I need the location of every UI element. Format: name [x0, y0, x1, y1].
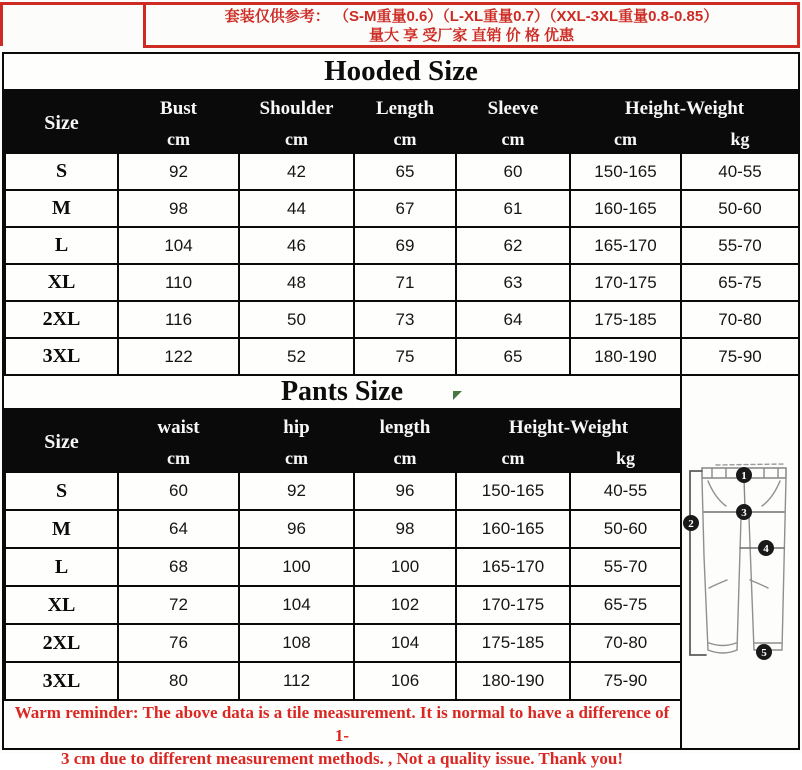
value-cell: 98	[354, 510, 456, 548]
value-cell: 96	[354, 472, 456, 510]
hooded-size-table	[4, 89, 800, 376]
value-cell: 92	[239, 472, 354, 510]
value-cell: 50-60	[570, 510, 681, 548]
value-cell: 44	[239, 190, 354, 227]
value-cell: 170-175	[570, 264, 681, 301]
value-cell: 96	[239, 510, 354, 548]
hooded-unit-height: cm	[570, 125, 681, 153]
value-cell: 150-165	[456, 472, 570, 510]
value-cell: 106	[354, 662, 456, 700]
value-cell: 150-165	[570, 153, 681, 190]
value-cell: 65-75	[570, 586, 681, 624]
pants-unit-height: cm	[456, 444, 570, 472]
hooded-unit-length: cm	[354, 125, 456, 153]
svg-text:1: 1	[741, 469, 747, 482]
left-knee-seam	[709, 580, 727, 588]
value-cell: 52	[239, 338, 354, 375]
size-cell: S	[5, 472, 118, 510]
size-cell: 3XL	[5, 662, 118, 700]
value-cell: 75-90	[570, 662, 681, 700]
value-cell: 63	[456, 264, 570, 301]
value-cell: 70-80	[570, 624, 681, 662]
right-leg-outer	[782, 478, 786, 650]
value-cell: 67	[354, 190, 456, 227]
size-cell: M	[5, 190, 118, 227]
marker-3-hip	[736, 504, 752, 520]
svg-text:2: 2	[688, 517, 694, 530]
value-cell: 76	[118, 624, 239, 662]
pants-unit-length: cm	[354, 444, 456, 472]
value-cell: 108	[239, 624, 354, 662]
value-cell: 160-165	[456, 510, 570, 548]
value-cell: 65	[456, 338, 570, 375]
value-cell: 50	[239, 301, 354, 338]
value-cell: 98	[118, 190, 239, 227]
hooded-unit-sleeve: cm	[456, 125, 570, 153]
waist-label-dashes	[716, 464, 784, 465]
hooded-table-body	[5, 153, 799, 375]
left-leg-inner	[737, 518, 741, 650]
value-cell: 40-55	[681, 153, 799, 190]
pants-size-title: Pants Size	[280, 376, 404, 407]
right-leg-inner	[749, 518, 754, 650]
pants-diagram-column	[682, 376, 798, 748]
size-cell: M	[5, 510, 118, 548]
green-corner-mark	[453, 391, 462, 400]
value-cell: 180-190	[456, 662, 570, 700]
value-cell: 110	[118, 264, 239, 301]
pants-unit-waist: cm	[118, 444, 239, 472]
value-cell: 102	[354, 586, 456, 624]
value-cell: 60	[118, 472, 239, 510]
table-row	[5, 301, 799, 338]
table-row	[5, 662, 681, 700]
warm-reminder-line2: 3 cm due to different measurement methods. , Not a quality issue. Thank you!	[61, 749, 623, 768]
svg-text:5: 5	[761, 646, 767, 659]
warm-reminder	[4, 701, 680, 770]
value-cell: 165-170	[570, 227, 681, 264]
value-cell: 55-70	[681, 227, 799, 264]
value-cell: 165-170	[456, 548, 570, 586]
table-row	[5, 264, 799, 301]
value-cell: 46	[239, 227, 354, 264]
hooded-size-title: Hooded Size	[324, 55, 478, 87]
top-note	[143, 2, 800, 48]
pants-header-length: length	[354, 409, 456, 444]
value-cell: 175-185	[456, 624, 570, 662]
value-cell: 40-55	[570, 472, 681, 510]
pants-header-waist: waist	[118, 409, 239, 444]
value-cell: 100	[239, 548, 354, 586]
size-cell: L	[5, 227, 118, 264]
table-row	[5, 548, 681, 586]
table-row	[5, 190, 799, 227]
size-cell: XL	[5, 586, 118, 624]
left-pocket	[708, 481, 726, 506]
size-tables-block	[2, 52, 800, 768]
pants-unit-hip: cm	[239, 444, 354, 472]
value-cell: 116	[118, 301, 239, 338]
left-hem-bottom	[708, 650, 737, 653]
value-cell: 80	[118, 662, 239, 700]
pants-unit-weight: kg	[570, 444, 681, 472]
pants-table-header	[5, 409, 681, 472]
right-knee-seam	[750, 580, 768, 588]
hooded-header-shoulder: Shoulder	[239, 90, 354, 125]
hooded-header-sleeve: Sleeve	[456, 90, 570, 125]
value-cell: 170-175	[456, 586, 570, 624]
hooded-unit-bust: cm	[118, 125, 239, 153]
table-row	[5, 624, 681, 662]
value-cell: 104	[239, 586, 354, 624]
value-cell: 65-75	[681, 264, 799, 301]
table-row	[5, 338, 799, 375]
value-cell: 48	[239, 264, 354, 301]
warm-reminder-line1: Warm reminder: The above data is a tile measurement. It is normal to have a difference of 1-	[14, 703, 670, 745]
value-cell: 175-185	[570, 301, 681, 338]
marker-5-hem	[756, 644, 772, 660]
size-cell: S	[5, 153, 118, 190]
pants-table-body	[5, 472, 681, 700]
table-row	[5, 472, 681, 510]
value-cell: 65	[354, 153, 456, 190]
svg-text:4: 4	[763, 542, 769, 555]
pants-section	[4, 376, 798, 768]
value-cell: 68	[118, 548, 239, 586]
note-left-rule	[0, 2, 3, 46]
pants-measurement-diagram	[682, 376, 798, 755]
value-cell: 160-165	[570, 190, 681, 227]
note-top-rule	[0, 2, 146, 5]
hooded-header-bust: Bust	[118, 90, 239, 125]
svg-text:3: 3	[741, 506, 747, 519]
size-cell: 2XL	[5, 624, 118, 662]
pants-header-height-weight: Height-Weight	[456, 409, 681, 444]
pants-size-table	[4, 408, 682, 701]
pants-left-column	[4, 376, 682, 768]
left-hem-upper	[709, 643, 736, 646]
table-row	[5, 153, 799, 190]
hooded-header-length: Length	[354, 90, 456, 125]
marker-2-length	[683, 515, 699, 531]
value-cell: 61	[456, 190, 570, 227]
value-cell: 70-80	[681, 301, 799, 338]
right-pocket	[762, 481, 780, 506]
pants-header-hip: hip	[239, 409, 354, 444]
top-note-line2: 量大 享 受厂家 直销 价 格 优惠	[368, 27, 574, 44]
hooded-header-size: Size	[5, 90, 118, 153]
table-row	[5, 510, 681, 548]
hooded-unit-shoulder: cm	[239, 125, 354, 153]
value-cell: 180-190	[570, 338, 681, 375]
value-cell: 71	[354, 264, 456, 301]
value-cell: 69	[354, 227, 456, 264]
value-cell: 42	[239, 153, 354, 190]
table-row	[5, 227, 799, 264]
size-cell: 3XL	[5, 338, 118, 375]
pants-header-size: Size	[5, 409, 118, 472]
value-cell: 75-90	[681, 338, 799, 375]
value-cell: 55-70	[570, 548, 681, 586]
value-cell: 75	[354, 338, 456, 375]
marker-4-thigh	[758, 540, 774, 556]
value-cell: 104	[354, 624, 456, 662]
value-cell: 100	[354, 548, 456, 586]
value-cell: 64	[456, 301, 570, 338]
size-cell: L	[5, 548, 118, 586]
hooded-header-height-weight: Height-Weight	[570, 90, 799, 125]
hooded-table-header	[5, 90, 799, 153]
top-note-line1: 套装仅供参考： （S-M重量0.6）（L-XL重量0.7）（XXL-3XL重量0.8-0.85）	[224, 8, 719, 25]
value-cell: 92	[118, 153, 239, 190]
value-cell: 64	[118, 510, 239, 548]
value-cell: 122	[118, 338, 239, 375]
value-cell: 112	[239, 662, 354, 700]
size-cell: XL	[5, 264, 118, 301]
value-cell: 60	[456, 153, 570, 190]
value-cell: 104	[118, 227, 239, 264]
left-leg-outer	[702, 478, 708, 650]
size-cell: 2XL	[5, 301, 118, 338]
marker-1-waist	[736, 467, 752, 483]
value-cell: 73	[354, 301, 456, 338]
hooded-unit-weight: kg	[681, 125, 799, 153]
table-row	[5, 586, 681, 624]
value-cell: 50-60	[681, 190, 799, 227]
value-cell: 62	[456, 227, 570, 264]
value-cell: 72	[118, 586, 239, 624]
